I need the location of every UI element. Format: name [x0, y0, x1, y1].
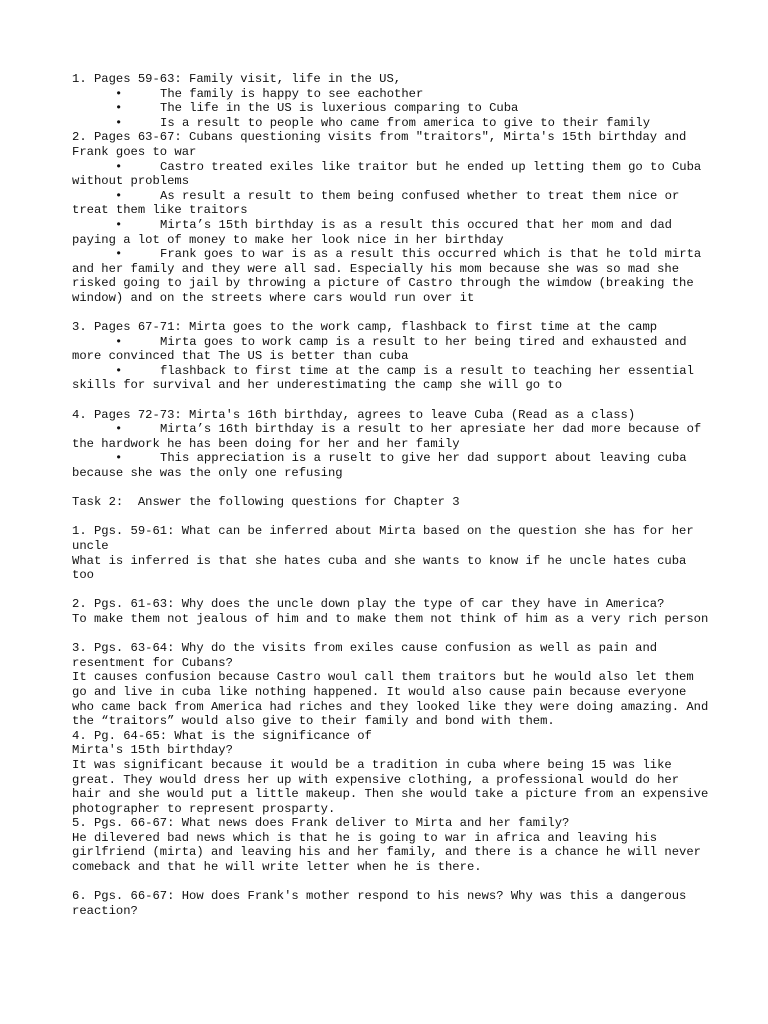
bullet-marker: •	[115, 217, 123, 232]
bullet-text: Mirta’s 15th birthday is as a result this occured that her mom and dad paying a lot of money to make her look nice in her birthday	[72, 217, 680, 247]
text-line: 4. Pages 72-73: Mirta's 16th birthday, agrees to leave Cuba (Read as a class)	[72, 407, 636, 422]
bullet-text: Castro treated exiles like traitor but he ended up letting them go to Cuba without problems	[72, 159, 709, 189]
bullet-marker: •	[115, 159, 123, 174]
bullet-item	[72, 116, 712, 131]
blank-line	[72, 393, 712, 408]
bullet-text: Is a result to people who came from america to give to their family	[160, 115, 651, 130]
bullet-text: flashback to first time at the camp is a result to teaching her essential skills for survival and her underestimating the camp she will go to	[72, 363, 702, 393]
blank-line	[72, 306, 712, 321]
bullet-marker: •	[115, 334, 123, 349]
bullet-text: The family is happy to see eachother	[160, 86, 424, 101]
text-line: 3. Pages 67-71: Mirta goes to the work camp, flashback to first time at the camp	[72, 320, 658, 335]
bullet-item	[72, 335, 712, 364]
bullet-marker: •	[115, 188, 123, 203]
document-body	[72, 72, 716, 918]
text-line: 6. Pgs. 66-67: How does Frank's mother respond to his news? Why was this a dangerous reaction?	[72, 889, 694, 918]
bullet-marker: •	[115, 422, 123, 437]
bullet-text: The life in the US is luxerious comparing to Cuba	[160, 101, 519, 116]
bullet-marker: •	[115, 115, 123, 130]
blank-line	[72, 875, 712, 890]
text-line: 1. Pgs. 59-61: What can be inferred about Mirta based on the question she has for her uncle	[72, 524, 701, 553]
bullet-item	[72, 422, 712, 451]
bullet-text: Mirta goes to work camp is a result to her being tired and exhausted and more convinced that The US is better than cuba	[72, 334, 694, 364]
text-line: Task 2: Answer the following questions for Chapter 3	[72, 495, 460, 510]
blank-line	[72, 481, 712, 496]
text-line: 2. Pgs. 61-63: Why does the uncle down play the type of car they have in America?	[72, 597, 665, 612]
blank-line	[72, 627, 712, 642]
blank-line	[72, 510, 712, 525]
bullet-item	[72, 247, 712, 305]
bullet-item	[72, 189, 712, 218]
text-line: Mirta's 15th birthday?	[72, 743, 233, 758]
text-line: 4. Pg. 64-65: What is the significance of	[72, 728, 372, 743]
bullet-text: Mirta’s 16th birthday is a result to her apresiate her dad more because of the hardwork he has been doing for her and her family	[72, 422, 709, 451]
text-line: 5. Pgs. 66-67: What news does Frank deliver to Mirta and her family?	[72, 816, 570, 831]
bullet-item	[72, 101, 712, 116]
text-line: To make them not jealous of him and to make them not think of him as a very rich person	[72, 611, 709, 626]
bullet-marker: •	[115, 247, 123, 262]
text-line: It was significant because it would be a tradition in cuba where being 15 was like great. They would dress her up with expensive clothing, a professional would do her hair and she would put a little makeup. Then she would take a picture from an expensive photographer to represent prosparty.	[72, 757, 716, 816]
text-line: It causes confusion because Castro woul call them traitors but he would also let them go and live in cuba like nothing happened. It would also cause pain because everyone who came back from America had riches and they looked like they were doing amazing. And the “traitors” would also give to their family and bond with them.	[72, 670, 716, 729]
bullet-item	[72, 364, 712, 393]
text-line: 1. Pages 59-63: Family visit, life in the US,	[72, 72, 402, 86]
text-line: 3. Pgs. 63-64: Why do the visits from exiles cause confusion as well as pain and resentment for Cubans?	[72, 641, 665, 670]
bullet-item	[72, 87, 712, 102]
bullet-marker: •	[115, 101, 123, 116]
bullet-text: As result a result to them being confused whether to treat them nice or treat them like traitors	[72, 188, 687, 218]
bullet-marker: •	[115, 451, 123, 466]
bullet-item	[72, 160, 712, 189]
bullet-text: Frank goes to war is as a result this occurred which is that he told mirta and her family and they were all sad. Especially his mom because she was so mad she risked going to jail by throwing a picture of Castro through the wimdow (breaking the window) and on the streets where cars would run over it	[72, 247, 709, 305]
text-line: What is inferred is that she hates cuba and she wants to know if he uncle hates cuba too	[72, 553, 694, 583]
text-line: He dilevered bad news which is that he is going to war in africa and leaving his girlfriend (mirta) and leaving his and her family, and there is a chance he will never comeback and that he will write letter when he is there.	[72, 830, 709, 875]
text-line: 2. Pages 63-67: Cubans questioning visits from "traitors", Mirta's 15th birthday and Frank goes to war	[72, 130, 694, 159]
bullet-item	[72, 218, 712, 247]
bullet-marker: •	[115, 86, 123, 101]
bullet-item	[72, 451, 712, 480]
bullet-marker: •	[115, 363, 123, 378]
bullet-text: This appreciation is a ruselt to give her dad support about leaving cuba because she was the only one refusing	[72, 451, 694, 481]
blank-line	[72, 583, 712, 598]
